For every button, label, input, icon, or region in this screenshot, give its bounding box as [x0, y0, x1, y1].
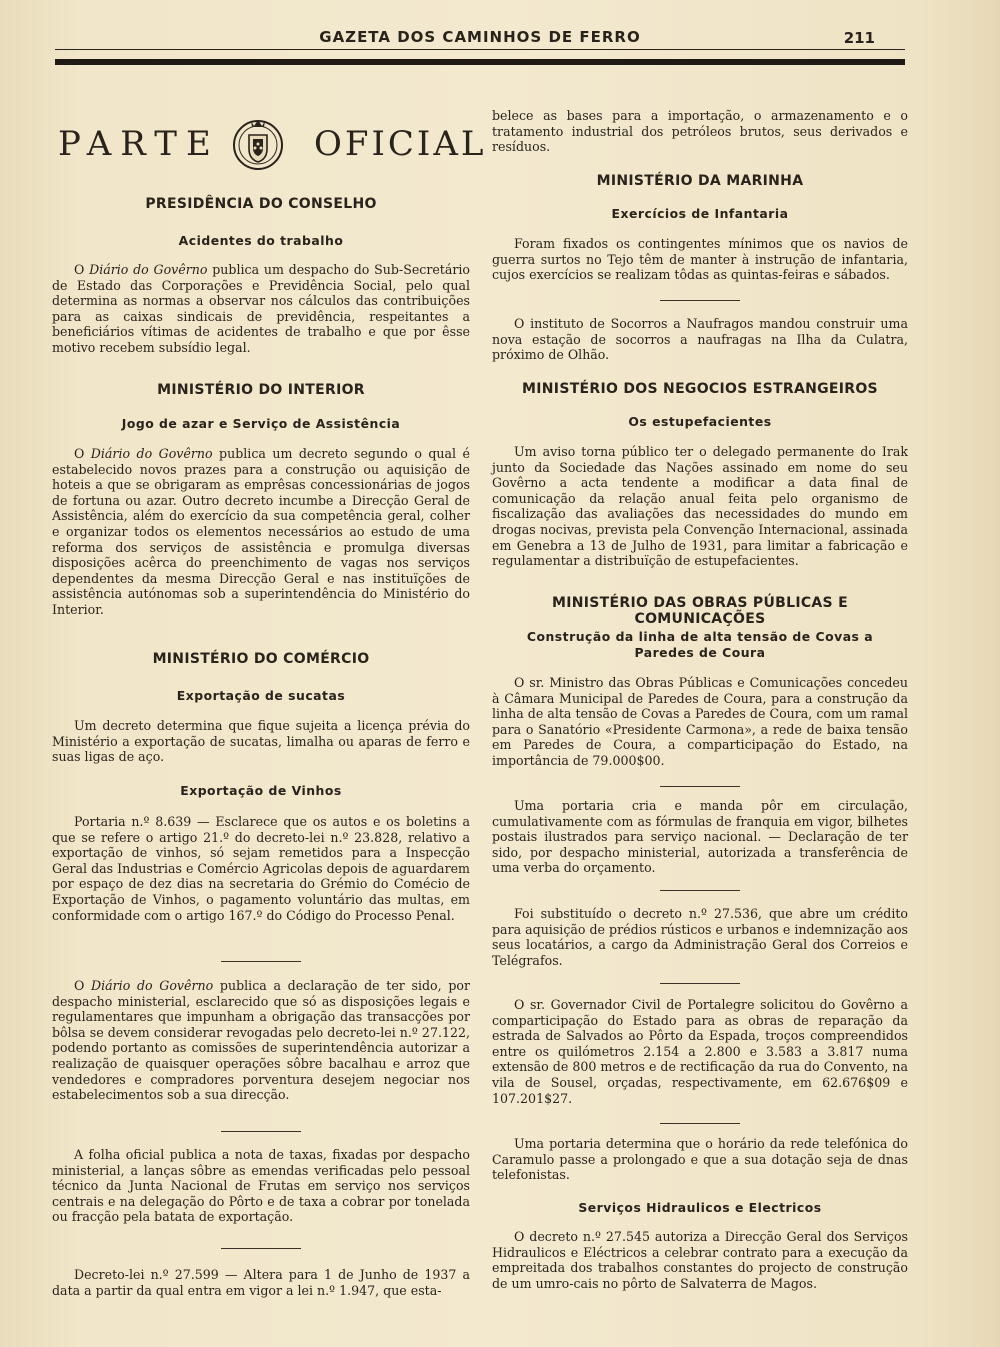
paragraph-correios: Foi substituído o decreto n.º 27.536, que abre um crédito para aquisição de prédios rústicos e urbanos e indemnização aos seus locatários, a cargo da Administração Geral dos Correios e Telégrafos. — [492, 906, 908, 968]
subheading-covas-line1: Construção da linha de alta tensão de Covas a — [526, 629, 874, 644]
heading-estrangeiros: MINISTÉRIO DOS NEGOCIOS ESTRANGEIROS — [522, 381, 878, 397]
paragraph-hidraulicos: O decreto n.º 27.545 autoriza a Direcção Geral dos Serviços Hidraulicos e Eléctricos a celebrar contrato para a execução da empreitada dos trabalhos constantes do projecto de construção de um umro-cais no pôrto de Salvaterra de Magos. — [492, 1229, 908, 1291]
separator — [221, 1248, 301, 1249]
page-header — [55, 26, 905, 66]
paragraph-vinhos: Portaria n.º 8.639 — Esclarece que os autos e os boletins a que se refere o artigo 21.º do decreto-lei n.º 23.828, relativo a exportação de vinhos, só sejam remetidos para a Inspecção Geral das Industrias e Comércio Agricolas depois de aguardarem por espaço de dez dias na secretaria do Grémio do Comécio de Exportação de Vinhos, o pagamento voluntário das multas, em conformidade com o artigo 167.º do Código do Processo Penal. — [52, 814, 470, 923]
subheading-sucatas: Exportação de sucatas — [176, 688, 346, 703]
paragraph-petroleos: belece as bases para a importação, o armazenamento e o tratamento industrial dos petróleos brutos, seus derivados e resíduos. — [492, 108, 908, 155]
paragraph-caramulo: Uma portaria determina que o horário da rede telefónica do Caramulo passe a prolongado e que a sua dotação seja de dnas telefonistas. — [492, 1136, 908, 1183]
subheading-covas-line2: Paredes de Coura — [634, 645, 766, 660]
parte-word: PARTE — [58, 124, 220, 164]
page-number: 211 — [843, 29, 875, 47]
heading-interior: MINISTÉRIO DO INTERIOR — [157, 382, 365, 398]
paragraph-jogo-azar: O Diário do Govêrno publica um decreto segundo o qual é estabelecido novos prazes para a construção ou aquisição de hoteis a que se obrigaram as emprêsas concessionárias de jogos de fortuna ou azar. Outro decreto incumbe a Direcção Geral de Assistência, além do exercício da sua competência geral, colher e organizar todos os elementos necessários ao estudo de uma reforma dos serviços de assistência e promulga diversas disposições acêrca do preenchimento de vagas nos serviços dependentes da mesma Direcção Geral e nas instituïções de assistência autónomas sob a superintendência do Ministério do Interior. — [52, 446, 470, 617]
subheading-infantaria: Exercícios de Infantaria — [611, 206, 789, 221]
paragraph-bolsa: O Diário do Govêrno publica a declaração de ter sido, por despacho ministerial, esclarecido que só as disposições legais e regulamentares que impunham a obrigação das transacções por bôlsa se devem considerar revogadas pelo decreto-lei n.º 27.122, podendo portanto as comissões de superintendência autorizar a realização de quaisquer operações sôbre bacalhau e arroz que vendedores e compradores porventura desejem negociar nos estabelecimentos sob a sua direcção. — [52, 978, 470, 1103]
paragraph-infantaria: Foram fixados os contingentes mínimos que os navios de guerra surtos no Tejo têm de manter à instrução de infantaria, cujos exercícios se realizam tôdas as quintas-feiras e sábados. — [492, 236, 908, 283]
separator — [660, 786, 740, 787]
oficial-word: OFICIAL — [314, 124, 487, 164]
header-rule-thin — [55, 49, 905, 50]
subheading-estupefacientes: Os estupefacientes — [628, 414, 772, 429]
parte-oficial-title — [58, 120, 487, 170]
subheading-vinhos: Exportação de Vinhos — [180, 783, 342, 798]
separator — [660, 890, 740, 891]
separator — [660, 1123, 740, 1124]
header-rule-thick — [55, 59, 905, 65]
heading-obras-publicas: MINISTÉRIO DAS OBRAS PÚBLICAS E COMUNICAÇÕES — [552, 595, 848, 627]
paragraph-acidentes: O Diário do Govêrno publica um despacho do Sub-Secretário de Estado das Corporações e Previdência Social, pelo qual determina as normas a observar nos cálculos das contribuições para as caixas sindicais de previdência, respeitantes a beneficiários vítimas de acidentes de trabalho e que por êsse motivo recebem subsídio legal. — [52, 262, 470, 355]
paragraph-frutas: A folha oficial publica a nota de taxas, fixadas por despacho ministerial, a lanças sôbre as emendas verificadas pelo pessoal técnico da Junta Nacional de Frutas em serviço nos serviços centrais e na delegação do Pôrto e de taxa a cobrar por tonelada ou fracção pela batata de exportação. — [52, 1147, 470, 1225]
separator — [660, 983, 740, 984]
paragraph-estupefacientes: Um aviso torna público ter o delegado permanente do Irak junto da Sociedade das Nações assinado em nome do seu Govêrno a acta tendente a modificar a data final de comunicação da relação anual feita pelo organismo de fiscalização das avaliações das necessidades do mundo em drogas nocivas, prevista pela Convenção Internacional, assinada em Genebra a 13 de Julho de 1931, para limitar a fabricação e regulamentar a distribuïção de estupefacientes. — [492, 444, 908, 569]
separator — [221, 1131, 301, 1132]
paragraph-decreto-lei: Decreto-lei n.º 27.599 — Altera para 1 de Junho de 1937 a data a partir da qual entra em vigor a lei n.º 1.947, que esta- — [52, 1267, 470, 1298]
paragraph-sucatas: Um decreto determina que fique sujeita a licença prévia do Ministério a exportação de sucatas, limalha ou aparas de ferro e suas ligas de aço. — [52, 718, 470, 765]
heading-marinha: MINISTÉRIO DA MARINHA — [596, 173, 804, 189]
heading-comercio: MINISTÉRIO DO COMÉRCIO — [152, 651, 370, 667]
separator — [221, 961, 301, 962]
heading-presidencia: PRESIDÊNCIA DO CONSELHO — [145, 196, 377, 212]
subheading-hidraulicos: Serviços Hidraulicos e Electricos — [578, 1200, 822, 1215]
publication-title: GAZETA DOS CAMINHOS DE FERRO — [319, 28, 641, 46]
paragraph-covas: O sr. Ministro das Obras Públicas e Comunicações concedeu à Câmara Municipal de Paredes de Coura, para a construção da linha de alta tensão de Covas a Paredes de Coura, com um ramal para o Sanatório «Presidente Carmona», a rede de baixa tensão em Paredes de Coura, a comparticipação do Estado, na importância de 79.000$00. — [492, 675, 908, 768]
subheading-acidentes: Acidentes do trabalho — [178, 233, 344, 248]
subheading-jogo-azar: Jogo de azar e Serviço de Assistência — [121, 416, 401, 431]
coat-of-arms-icon — [232, 115, 284, 173]
paragraph-portalegre: O sr. Governador Civil de Portalegre solicitou do Govêrno a comparticipação do Estado para as obras de reparação da estrada de Salvados ao Pôrto da Espada, troços compreendidos entre os quilómetros 2.154 a 2.800 e 3.583 a 3.817 numa extensão de 800 metros e de rectificação da rua do Convento, na vila de Sousel, orçadas, respectivamente, em 62.676$09 e 107.201$27. — [492, 997, 908, 1106]
paragraph-naufragos: O instituto de Socorros a Naufragos mandou construir uma nova estação de socorros a naufragas na Ilha da Culatra, próximo de Olhão. — [492, 316, 908, 363]
separator — [660, 300, 740, 301]
paragraph-bilhetes-postais: Uma portaria cria e manda pôr em circulação, cumulativamente com as fórmulas de franquia em vigor, bilhetes postais ilustrados para serviço nacional. — Declaração de ter sido, por despacho ministerial, autorizada a transferência de uma verba do orçamento. — [492, 798, 908, 876]
